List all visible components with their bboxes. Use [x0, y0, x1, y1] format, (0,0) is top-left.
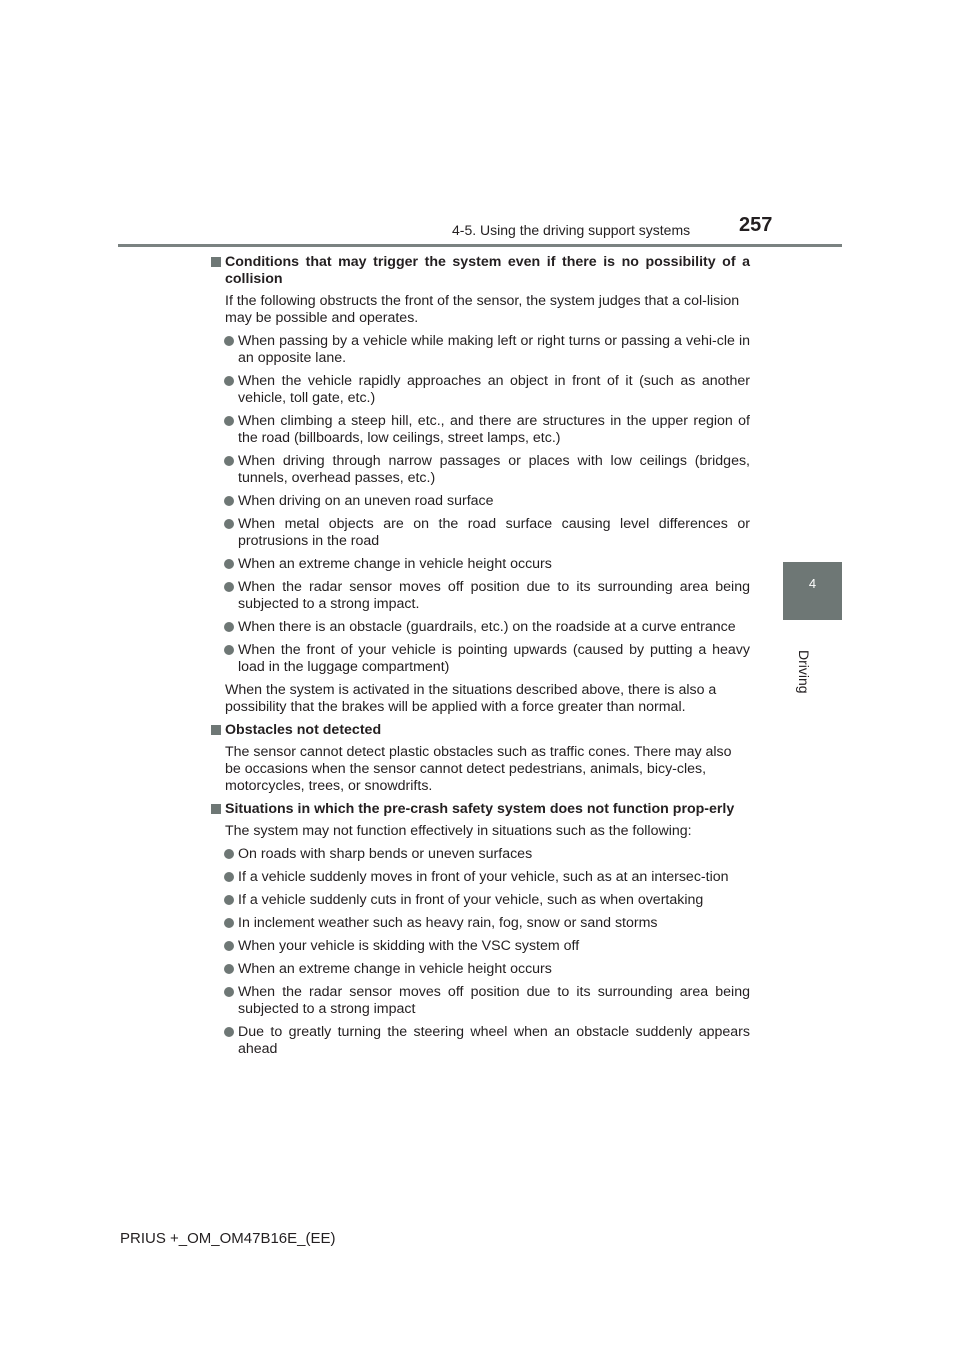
paragraph: The sensor cannot detect plastic obstacles such as traffic cones. There may also be occasions when the sensor cannot detect pedestrians, animals, bicy-cles, motorcycles, trees, or snowdrifts.	[225, 744, 732, 794]
square-bullet-icon	[211, 804, 221, 814]
list-item: When passing by a vehicle while making left or right turns or passing a vehi-cle in an opposite lane.	[211, 333, 750, 367]
list-item: When driving on an uneven road surface	[211, 493, 750, 510]
round-bullet-icon	[224, 918, 234, 928]
list-item: When an extreme change in vehicle height occurs	[211, 556, 750, 573]
round-bullet-icon	[224, 416, 234, 426]
list-item: On roads with sharp bends or uneven surfaces	[211, 846, 750, 863]
chapter-label: Driving	[796, 650, 812, 694]
round-bullet-icon	[224, 582, 234, 592]
round-bullet-icon	[224, 987, 234, 997]
section-heading: Obstacles not detected	[211, 722, 750, 739]
chapter-number: 4	[808, 576, 817, 591]
section-heading: Conditions that may trigger the system even if there is no possibility of a collision	[211, 254, 750, 288]
round-bullet-icon	[224, 456, 234, 466]
section-heading: Situations in which the pre-crash safety system does not function prop-erly	[211, 801, 750, 818]
round-bullet-icon	[224, 645, 234, 655]
round-bullet-icon	[224, 895, 234, 905]
paragraph: When the system is activated in the situations described above, there is also a possibility that the brakes will be applied with a force greater than normal.	[225, 682, 717, 715]
list-item: In inclement weather such as heavy rain, fog, snow or sand storms	[211, 915, 750, 932]
list-item: When the radar sensor moves off position due to its surrounding area being subjected to a strong impact.	[211, 579, 750, 613]
list-item: When the front of your vehicle is pointing upwards (caused by putting a heavy load in the luggage compartment)	[211, 642, 750, 676]
document-footer: PRIUS +_OM_OM47B16E_(EE)	[120, 1230, 336, 1247]
page-content	[211, 254, 750, 1064]
round-bullet-icon	[224, 336, 234, 346]
list-item: When climbing a steep hill, etc., and there are structures in the upper region of the road (billboards, low ceilings, street lamps, etc.)	[211, 413, 750, 447]
round-bullet-icon	[224, 622, 234, 632]
round-bullet-icon	[224, 872, 234, 882]
round-bullet-icon	[224, 559, 234, 569]
round-bullet-icon	[224, 376, 234, 386]
list-item: If a vehicle suddenly moves in front of your vehicle, such as at an intersec-tion	[211, 869, 750, 886]
list-item: When metal objects are on the road surface causing level differences or protrusions in the road	[211, 516, 750, 550]
round-bullet-icon	[224, 849, 234, 859]
paragraph: The system may not function effectively in situations such as the following:	[225, 823, 692, 839]
list-item: When the radar sensor moves off position due to its surrounding area being subjected to a strong impact	[211, 984, 750, 1018]
list-item: When driving through narrow passages or places with low ceilings (bridges, tunnels, overhead passes, etc.)	[211, 453, 750, 487]
paragraph: If the following obstructs the front of the sensor, the system judges that a col-lision may be possible and operates.	[225, 293, 740, 326]
header-divider	[118, 244, 842, 247]
page-number: 257	[739, 214, 773, 236]
list-item: When the vehicle rapidly approaches an object in front of it (such as another vehicle, toll gate, etc.)	[211, 373, 750, 407]
square-bullet-icon	[211, 257, 221, 267]
square-bullet-icon	[211, 725, 221, 735]
round-bullet-icon	[224, 941, 234, 951]
list-item: When an extreme change in vehicle height occurs	[211, 961, 750, 978]
list-item: Due to greatly turning the steering wheel when an obstacle suddenly appears ahead	[211, 1024, 750, 1058]
round-bullet-icon	[224, 964, 234, 974]
round-bullet-icon	[224, 496, 234, 506]
round-bullet-icon	[224, 1027, 234, 1037]
section-title: 4-5. Using the driving support systems	[452, 222, 691, 238]
list-item: When there is an obstacle (guardrails, etc.) on the roadside at a curve entrance	[211, 619, 750, 636]
list-item: When your vehicle is skidding with the VSC system off	[211, 938, 750, 955]
chapter-tab	[783, 562, 842, 620]
round-bullet-icon	[224, 519, 234, 529]
list-item: If a vehicle suddenly cuts in front of your vehicle, such as when overtaking	[211, 892, 750, 909]
